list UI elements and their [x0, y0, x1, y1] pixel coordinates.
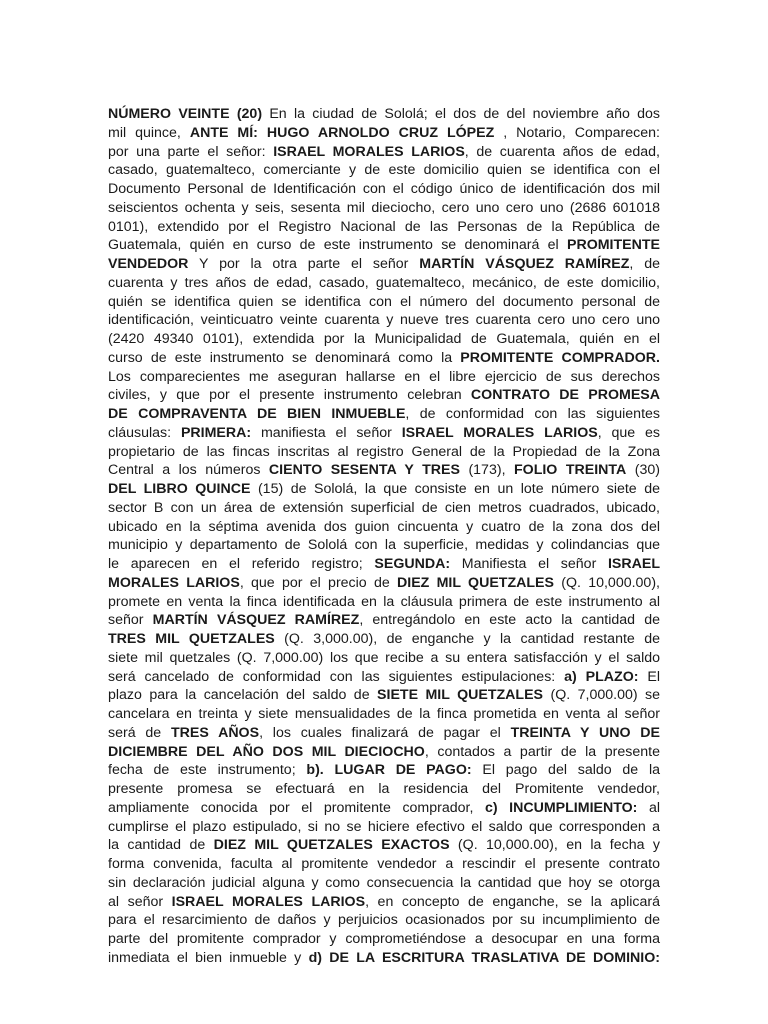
- document-line: [108, 893, 660, 912]
- document-line: [108, 461, 660, 480]
- document-line: [108, 686, 660, 705]
- text-run: sector B con un área de extensión superficial de cien metros cuadrados, ubicado,: [108, 499, 660, 516]
- document-line: [108, 574, 660, 593]
- text-run: identificación, veinticuatro veinte cuarenta y nueve tres cuarenta cero uno cero uno: [108, 312, 660, 329]
- document-line: [108, 480, 660, 499]
- text-run: (Q. 10,000.00),: [553, 574, 660, 591]
- bold-text: b). LUGAR DE PAGO:: [306, 762, 472, 779]
- text-run: , que es: [597, 424, 660, 441]
- text-run: (Q. 7,000.00) se: [543, 687, 661, 704]
- bold-text: VENDEDOR: [108, 256, 189, 272]
- text-run: casado, guatemalteco, comerciante y de este domicilio quien se identifica con el: [108, 162, 660, 179]
- text-run: plazo para la cancelación del saldo de: [108, 687, 378, 704]
- text-run: , entregándolo en este acto la cantidad de: [359, 612, 660, 629]
- document-line: [108, 424, 660, 443]
- text-run: , que por el precio de: [239, 574, 398, 591]
- text-run: Guatemala, quién en curso de este instrumento se denominará el: [108, 237, 567, 254]
- text-run: , de: [629, 256, 660, 272]
- text-run: al: [637, 799, 661, 816]
- document-line: [108, 199, 660, 218]
- bold-text: DE COMPRAVENTA DE BIEN INMUEBLE: [108, 406, 406, 422]
- document-line: [108, 386, 660, 405]
- document-line: [108, 761, 660, 780]
- document-line: [108, 611, 660, 630]
- document-line: [108, 499, 660, 518]
- document-line: [108, 555, 660, 574]
- bold-text: DIEZ MIL QUETZALES EXACTOS: [213, 837, 450, 854]
- text-run: , en concepto de enganche, se la aplicará: [365, 893, 660, 910]
- text-run: parte del promitente comprador y comprometiéndose a desocupar en una forma: [108, 931, 660, 947]
- text-run: Y por la otra parte el señor: [188, 256, 420, 272]
- text-run: En la ciudad de Sololá; el dos de del noviembre año dos: [262, 106, 660, 122]
- document-line: [108, 368, 660, 387]
- bold-text: NÚMERO VEINTE (20): [108, 106, 263, 122]
- text-run: cláusulas:: [108, 424, 181, 441]
- bold-text: DICIEMBRE DEL AÑO DOS MIL DIECIOCHO: [108, 743, 425, 760]
- text-run: municipio y departamento de Sololá con la superficie, medidas y colindancias que: [108, 537, 660, 554]
- document-line: [108, 818, 660, 837]
- bold-text: MARTÍN VÁSQUEZ RAMÍREZ: [152, 612, 360, 629]
- text-run: Documento Personal de Identificación con el código único de identificación dos mil: [108, 181, 660, 197]
- text-run: cuarenta y tres años de edad, casado, guatemalteco, mecánico, de este domicilio,: [108, 274, 660, 291]
- document-line: [108, 330, 660, 349]
- text-run: (173),: [459, 462, 514, 479]
- document-line: [108, 668, 660, 687]
- bold-text: ISRAEL: [607, 556, 661, 572]
- bold-text: TREINTA Y UNO DE: [510, 724, 661, 741]
- document-line: [108, 780, 660, 799]
- document-line: [108, 874, 660, 893]
- document-line: [108, 836, 660, 855]
- text-run: El: [638, 668, 661, 685]
- text-run: seiscientos ochenta y seis, sesenta mil dieciocho, cero uno cero uno (2686 601018: [108, 199, 660, 216]
- bold-text: c) INCUMPLIMIENTO:: [485, 799, 638, 816]
- document-line: [108, 274, 660, 293]
- document-line: [108, 649, 660, 668]
- document-line: [108, 405, 660, 424]
- text-run: quién se identifica quien se identifica con el número del documento personal de: [108, 293, 660, 310]
- bold-text: MARTÍN VÁSQUEZ RAMÍREZ: [419, 256, 630, 272]
- text-run: curso de este instrumento se denominará como la: [108, 349, 461, 366]
- bold-text: SIETE MIL QUETZALES: [377, 687, 544, 704]
- text-run: le aparecen en el referido registro;: [108, 556, 375, 572]
- text-run: (2420 49340 0101), extendida por la Municipalidad de Guatemala, quién en el: [108, 331, 660, 347]
- document-line: [108, 705, 660, 724]
- text-run: , de conformidad con las siguientes: [405, 406, 660, 422]
- text-run: , de cuarenta años de edad,: [464, 143, 660, 160]
- text-run: siete mil quetzales (Q. 7,000.00) los que recibe a su entera satisfacción y el saldo: [108, 649, 660, 666]
- text-run: será cancelado de conformidad con las siguientes estipulaciones:: [108, 668, 565, 685]
- document-line: [108, 593, 660, 612]
- bold-text: FOLIO TREINTA: [514, 462, 627, 479]
- bold-text: PROMITENTE COMPRADOR.: [460, 349, 660, 366]
- document-line: [108, 930, 660, 949]
- text-run: , Notario, Comparecen:: [494, 124, 660, 141]
- text-run: civiles, y que por el presente instrumento celebran: [108, 387, 471, 404]
- bold-text: a) PLAZO:: [564, 668, 639, 685]
- bold-text: CIENTO SESENTA Y TRES: [268, 462, 460, 479]
- text-run: la cantidad de: [108, 837, 214, 854]
- document-line: [108, 724, 660, 743]
- text-run: 0101), extendido por el Registro Nacional de las Personas de la República de: [108, 218, 660, 235]
- text-run: Los comparecientes me aseguran hallarse en el libre ejercicio de sus derechos: [108, 368, 660, 385]
- text-run: inmediata el bien inmueble y: [108, 949, 309, 966]
- text-run: cumplirse el plazo estipulado, si no se hiciere efectivo el saldo que corresponden a: [108, 818, 660, 835]
- document-line: [108, 743, 660, 762]
- text-run: por una parte el señor:: [108, 143, 274, 160]
- text-run: al señor: [108, 893, 172, 910]
- document-line: [108, 161, 660, 180]
- text-run: sin declaración judicial alguna y como consecuencia la cantidad que hoy se otorga: [108, 874, 660, 891]
- bold-text: SEGUNDA:: [374, 556, 451, 572]
- bold-text: ISRAEL MORALES LARIOS: [171, 893, 366, 910]
- text-run: Central a los números: [108, 462, 269, 479]
- text-run: , los cuales finalizará de pagar el: [259, 724, 511, 741]
- document-line: [108, 630, 660, 649]
- bold-text: DIEZ MIL QUETZALES: [397, 574, 554, 591]
- bold-text: MORALES LARIOS: [108, 574, 240, 591]
- document-line: [108, 799, 660, 818]
- text-run: manifiesta el señor: [251, 424, 402, 441]
- text-run: (Q. 3,000.00), de enganche y la cantidad restante de: [274, 631, 660, 647]
- text-run: ampliamente conocida por el promitente comprador,: [108, 799, 485, 816]
- text-run: propietario de las fincas inscritas al registro General de la Propiedad de la Zona: [108, 443, 660, 460]
- text-run: (30): [626, 462, 660, 479]
- text-run: señor: [108, 612, 153, 629]
- bold-text: PROMITENTE: [566, 237, 660, 254]
- bold-text: DEL LIBRO QUINCE: [108, 481, 251, 497]
- document-line: [108, 911, 660, 930]
- text-run: ubicado en la séptima avenida dos guion cincuenta y cuatro de la zona dos del: [108, 518, 660, 535]
- text-run: Manifiesta el señor: [450, 556, 608, 572]
- document-line: [108, 180, 660, 199]
- document-line: [108, 236, 660, 255]
- text-run: forma convenida, faculta al promitente vendedor a rescindir el presente contrato: [108, 856, 660, 872]
- document-line: [108, 293, 660, 312]
- bold-text: ISRAEL MORALES LARIOS: [273, 143, 465, 160]
- document-page: [108, 105, 660, 968]
- document-line: [108, 311, 660, 330]
- text-run: mil quince,: [108, 124, 190, 141]
- bold-text: TRES MIL QUETZALES: [108, 631, 275, 647]
- bold-text: ISRAEL MORALES LARIOS: [401, 424, 598, 441]
- document-body: [108, 105, 660, 968]
- document-line: [108, 255, 660, 274]
- document-line: [108, 143, 660, 162]
- text-run: (Q. 10,000.00), en la fecha y: [449, 837, 660, 854]
- text-run: El pago del saldo de la: [471, 762, 660, 779]
- document-line: [108, 218, 660, 237]
- document-line: [108, 443, 660, 462]
- document-line: [108, 536, 660, 555]
- text-run: será de: [108, 724, 171, 741]
- text-run: promete en venta la finca identificada en la cláusula primera de este instrumento al: [108, 593, 660, 610]
- document-line: [108, 518, 660, 537]
- text-run: fecha de este instrumento;: [108, 762, 307, 779]
- document-line: [108, 349, 660, 368]
- text-run: para el resarcimiento de daños y perjuicios ocasionados por su incumplimiento de: [108, 912, 660, 929]
- bold-text: PRIMERA:: [180, 424, 252, 441]
- bold-text: d) DE LA ESCRITURA TRASLATIVA DE DOMINIO:: [308, 949, 660, 966]
- text-run: , contados a partir de la presente: [424, 743, 660, 760]
- bold-text: ANTE MÍ: HUGO ARNOLDO CRUZ LÓPEZ: [189, 124, 495, 141]
- text-run: cancelara en treinta y siete mensualidades de la finca prometida en venta al señor: [108, 706, 660, 722]
- text-run: presente promesa se efectuará en la residencia del Promitente vendedor,: [108, 781, 660, 797]
- document-line: [108, 855, 660, 874]
- bold-text: CONTRATO DE PROMESA: [470, 387, 660, 404]
- text-run: (15) de Sololá, la que consiste en un lote número siete de: [250, 481, 660, 497]
- document-line: [108, 949, 660, 968]
- document-line: [108, 105, 660, 124]
- bold-text: TRES AÑOS: [170, 724, 260, 741]
- document-line: [108, 124, 660, 143]
